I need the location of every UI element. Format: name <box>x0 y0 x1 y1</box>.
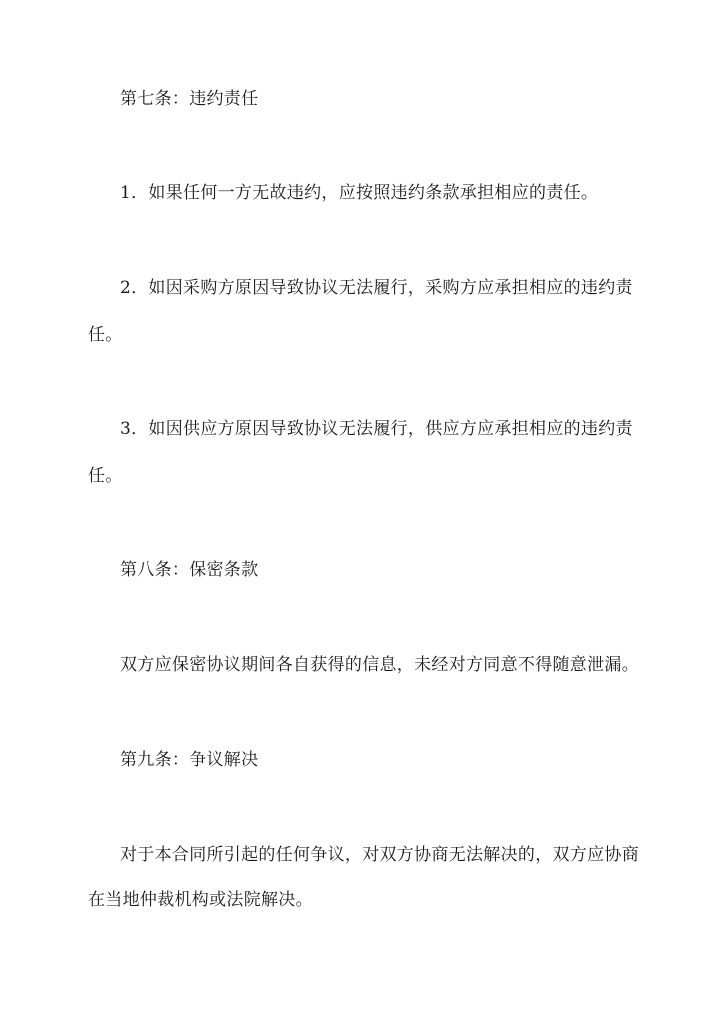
article-9-body-line-2: 在当地仲裁机构或法院解决。 <box>88 890 313 910</box>
article-8-body: 双方应保密协议期间各自获得的信息，未经对方同意不得随意泄漏。 <box>120 655 639 675</box>
article-9-heading: 第九条：争议解决 <box>120 750 259 770</box>
article-7-item-2-line-2: 任。 <box>88 325 123 345</box>
article-7-item-3-line-2: 任。 <box>88 466 123 486</box>
article-7-item-2-line-1: 2．如因采购方原因导致协议无法履行，采购方应承担相应的违约责 <box>120 278 633 298</box>
article-7-item-3-line-1: 3．如因供应方原因导致协议无法履行，供应方应承担相应的违约责 <box>120 419 633 439</box>
article-7-heading: 第七条：违约责任 <box>120 89 259 109</box>
article-8-heading: 第八条：保密条款 <box>120 560 259 580</box>
article-9-body-line-1: 对于本合同所引起的任何争议，对双方协商无法解决的，双方应协商 <box>120 845 639 865</box>
article-7-item-1: 1．如果任何一方无故违约，应按照违约条款承担相应的责任。 <box>120 183 599 203</box>
